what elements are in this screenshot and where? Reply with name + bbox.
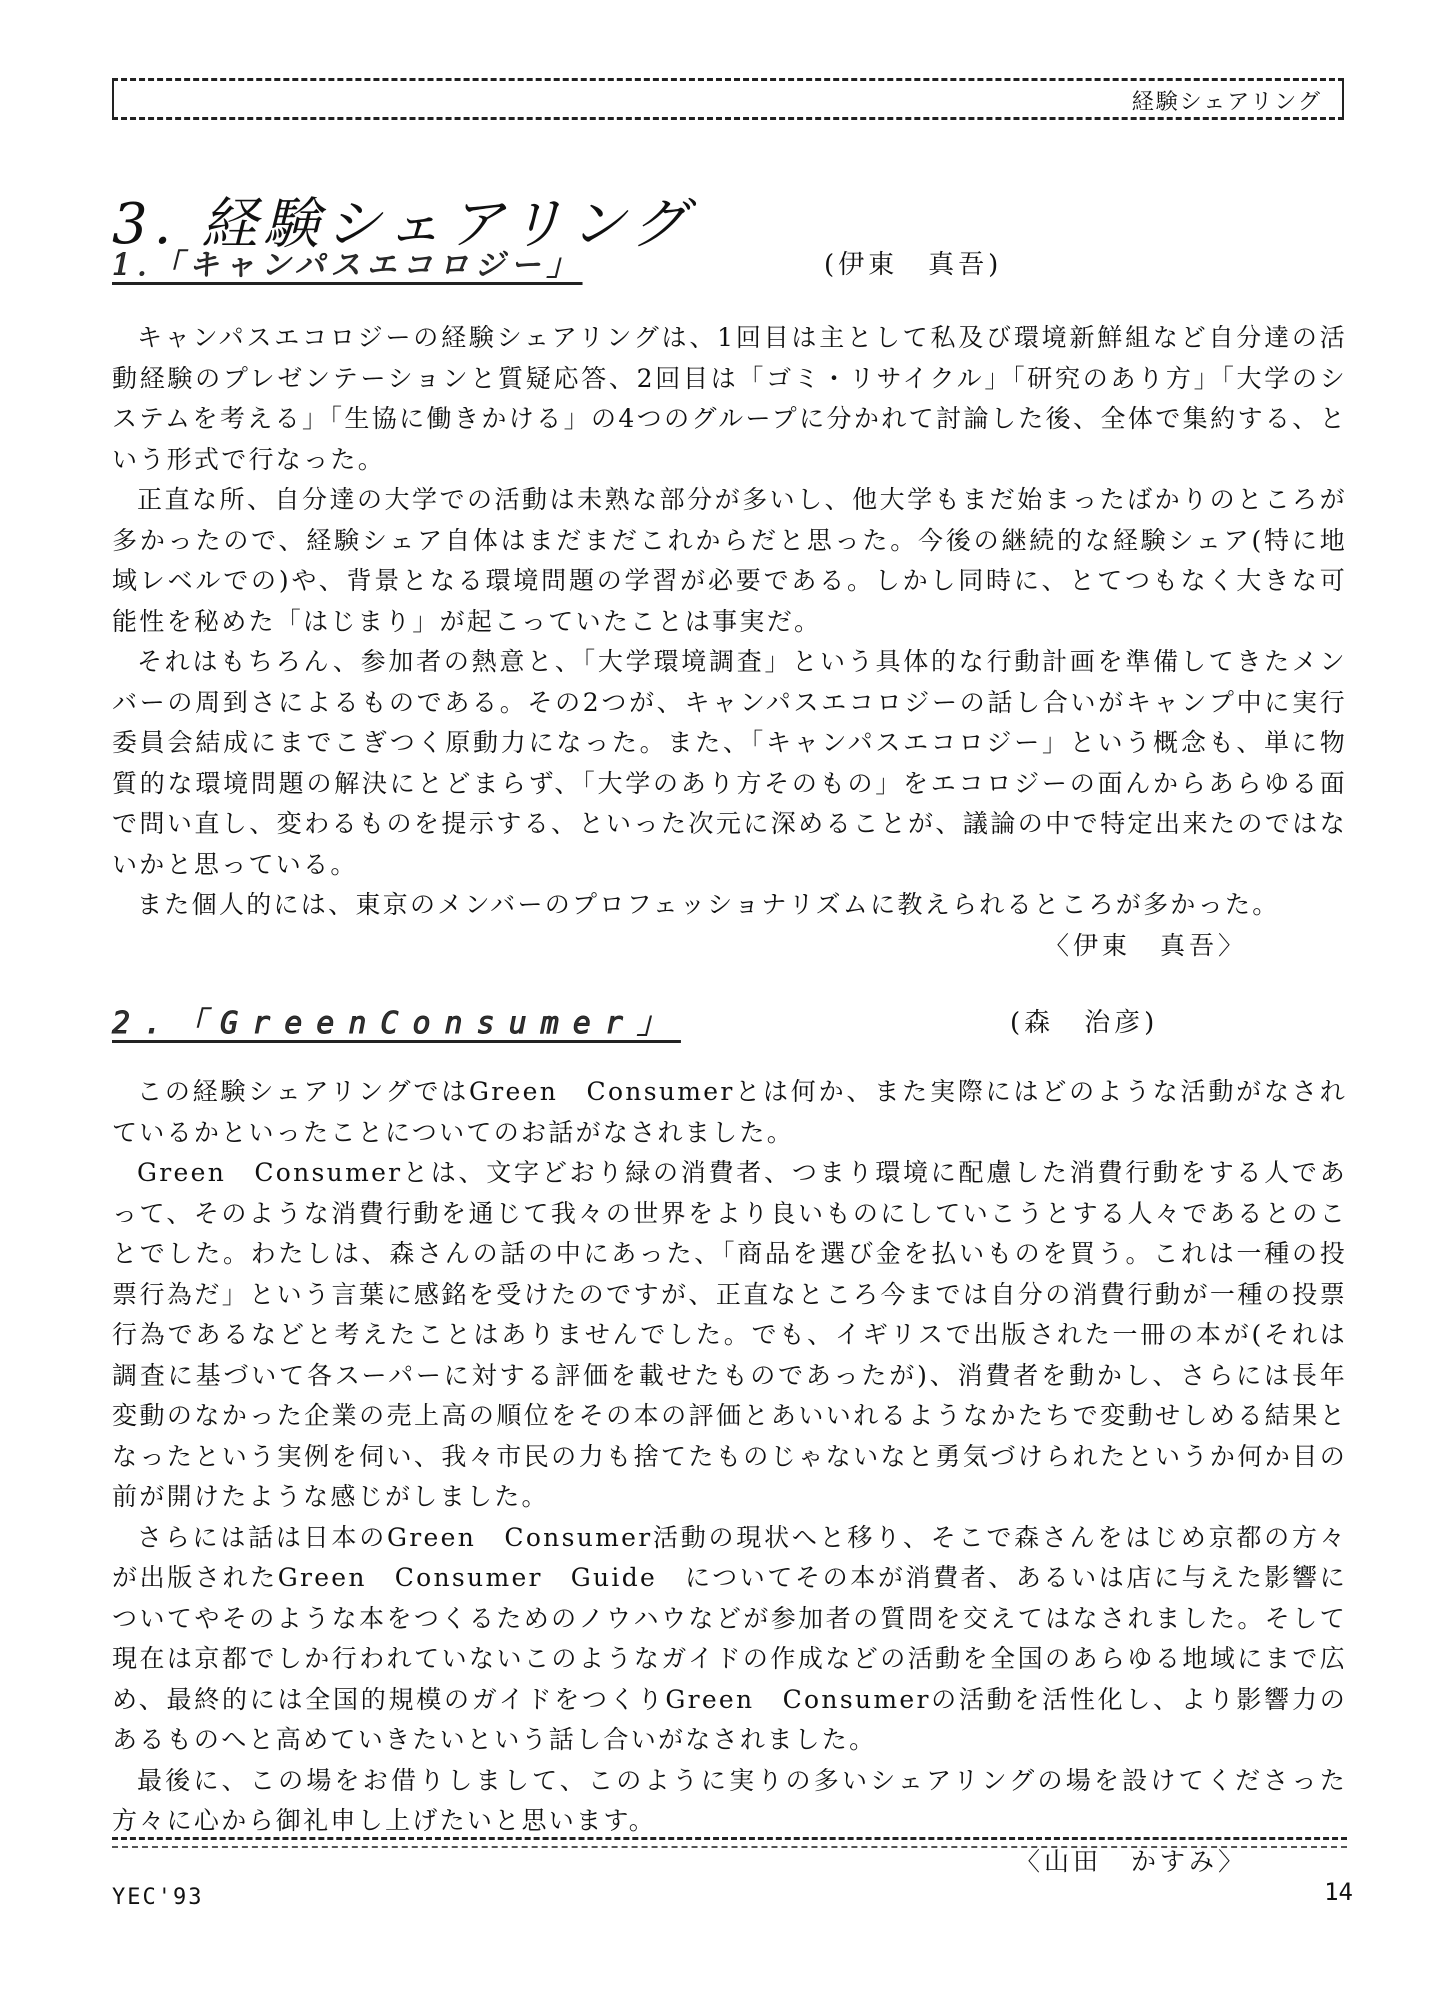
- section-1-author: (伊東 真吾): [824, 250, 1003, 280]
- section-1-heading: [112, 240, 1003, 284]
- section-2-paragraph-3: さらには話は日本のGreen Consumer活動の現状へと移り、そこで森さんをはじめ京都の方々が出版されたGreen Consumer Guide についてその本が消費者、あるいは店に与えた影響についてやそのような本をつくるためのノウハウなどが参加者の質問を交えてはなされました。そして現在は京都でしか行われていないこのようなガイドの作成などの活動を全国のあらゆる地域にまで広め、最終的には全国的規模のガイドをつくりGreen Consumerの活動を活性化し、より影響力のあるものへと高めていきたいという話し合いがなされました。: [112, 1522, 1347, 1754]
- section-2-signoff: 〈山田 かすみ〉: [1014, 1846, 1247, 1876]
- section-1-paragraph-4: また個人的には、東京のメンバーのプロフェッショナリズムに教えられるところが多かった。: [137, 890, 1280, 919]
- section-2-body: [112, 1072, 1347, 1882]
- section-1-body: [112, 318, 1347, 966]
- section-1-paragraph-3: それはもちろん、参加者の熱意と、「大学環境調査」という具体的な行動計画を準備してきたメンバーの周到さによるものである。その2つが、キャンパスエコロジーの話し合いがキャンプ中に実行委員会結成にまでこぎつく原動力になった。また、「キャンパスエコロジー」という概念も、単に物質的な環境問題の解決にとどまらず、「大学のあり方そのもの」をエコロジーの面んからあらゆる面で問い直し、変わるものを提示する、といった次元に深めることが、議論の中で特定出来たのではないかと思っている。: [112, 647, 1347, 879]
- page-title: 3. 経験シェアリング: [112, 191, 693, 257]
- section-2-paragraph-4: 最後に、この場をお借りしまして、このように実りの多いシェアリングの場を設けてくださった方々に心から御礼申し上げたいと思います。: [112, 1765, 1347, 1835]
- closing-divider: [112, 1837, 1347, 1848]
- section-1-paragraph-1: キャンパスエコロジーの経験シェアリングは、1回目は主として私及び環境新鮮組など自分達の活動経験のプレゼンテーションと質疑応答、2回目は「ゴミ・リサイクル」「研究のあり方」「大学のシステムを考える」「生協に働きかける」の4つのグループに分かれて討論した後、全体で集約する、という形式で行なった。: [112, 323, 1347, 474]
- running-header: [112, 78, 1344, 120]
- section-1-signoff: 〈伊東 真吾〉: [1043, 930, 1247, 960]
- section-1-paragraph-2: 正直な所、自分達の大学での活動は未熟な部分が多いし、他大学もまだ始まったばかりのところが多かったので、経験シェア自体はまだまだこれからだと思った。今後の継続的な経験シェア(特に地域レベルでの)や、背景となる環境問題の学習が必要である。しかし同時に、とてつもなく大きな可能性を秘めた「はじまり」が起こっていたことは事実だ。: [112, 485, 1347, 636]
- section-2-heading: [112, 998, 1159, 1042]
- section-2-paragraph-1: この経験シェアリングではGreen Consumerとは何か、また実際にはどのような活動がなされているかといったことについてのお話がなされました。: [112, 1077, 1347, 1147]
- section-2-author: (森 治彦): [1010, 1008, 1159, 1038]
- section-2-title: 2.「GreenConsumer」: [112, 1006, 681, 1041]
- running-header-title: 経験シェアリング: [1131, 90, 1322, 115]
- footer-publication: YEC'93: [112, 1885, 204, 1910]
- section-2-paragraph-2: Green Consumerとは、文字どおり緑の消費者、つまり環境に配慮した消費行動をする人であって、そのような消費行動を通じて我々の世界をより良いものにしていこうとする人々であるとのことでした。わたしは、森さんの話の中にあった、「商品を選び金を払いものを買う。これは一種の投票行為だ」という言葉に感銘を受けたのですが、正直なところ今までは自分の消費行動が一種の投票行為であるなどと考えたことはありませんでした。でも、イギリスで出版された一冊の本が(それは調査に基づいて各スーパーに対する評価を載せたものであったが)、消費者を動かし、さらには長年変動のなかった企業の売上高の順位をその本の評価とあいいれるようなかたちで変動せしめる結果となったという実例を伺い、我々市民の力も捨てたものじゃないなと勇気づけられたというか何か目の前が開けたような感じがしました。: [112, 1158, 1347, 1511]
- footer-page-number: 14: [1324, 1878, 1353, 1906]
- section-1-title: 1.「キャンパスエコロジー」: [112, 248, 583, 283]
